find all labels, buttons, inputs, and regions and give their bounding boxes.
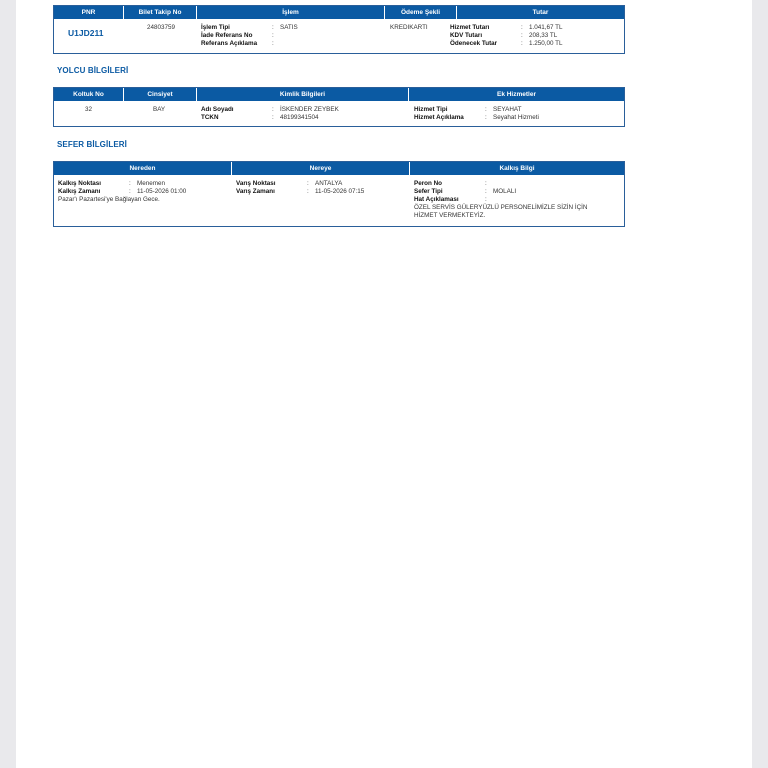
hizmet-tutari-value: 1.041,67 TL: [529, 24, 563, 31]
header-pnr: PNR: [54, 6, 124, 19]
header-nereden: Nereden: [54, 162, 232, 175]
passenger-section-title: YOLCU BİLGİLERİ: [57, 66, 129, 75]
seat-value: 32: [85, 106, 93, 113]
varis-zamani-colon: :: [307, 188, 309, 195]
hizmet-tipi-value: SEYAHAT: [493, 106, 522, 113]
islem-tipi-colon: :: [272, 24, 274, 31]
tckn-colon: :: [272, 114, 274, 121]
header-kalkis-bilgi: Kalkış Bilgi: [499, 165, 535, 172]
header-odeme: Ödeme Şekli: [385, 6, 457, 19]
gender-value: BAY: [153, 106, 166, 113]
header-tutar: Tutar: [532, 9, 549, 16]
kalkis-zamani-value: 11-05-2026 01:00: [137, 188, 187, 195]
passenger-table: [53, 87, 625, 127]
referans-colon: :: [272, 40, 274, 47]
odenecek-value: 1.250,00 TL: [529, 40, 563, 47]
header-ek-hizmetler: Ek Hizmetler: [496, 91, 537, 98]
hizmet-tipi-colon: :: [485, 106, 487, 113]
sefer-tipi-colon: :: [485, 188, 487, 195]
iade-label: İade Referans No: [201, 32, 253, 39]
iade-colon: :: [272, 32, 274, 39]
varis-zamani-label: Varış Zamanı: [236, 188, 275, 195]
hat-label: Hat Açıklaması: [414, 196, 459, 203]
hizmet-tipi-label: Hizmet Tipi: [414, 106, 448, 113]
peron-colon: :: [485, 180, 487, 187]
name-value: İSKENDER ZEYBEK: [280, 106, 339, 113]
ticket-table-header: [54, 6, 624, 19]
header-kimlik: Kimlik Bilgileri: [197, 88, 409, 101]
hizmet-tutari-colon: :: [521, 24, 523, 31]
trip-table-header: [54, 162, 624, 175]
trip-section-title: SEFER BİLGİLERİ: [57, 140, 127, 149]
hat-text-line-2: HİZMET VERMEKTEYİZ.: [414, 212, 486, 219]
header-cinsiyet: Cinsiyet: [124, 88, 197, 101]
header-ticket-no: Bilet Takip No: [124, 6, 197, 19]
varis-zamani-value: 11-05-2026 07:15: [315, 188, 365, 195]
referans-label: Referans Açıklama: [201, 40, 258, 47]
name-label: Adı Soyadı: [201, 106, 234, 113]
kalkis-noktasi-value: Menemen: [137, 180, 166, 187]
varis-noktasi-colon: :: [307, 180, 309, 187]
passenger-table-header: [54, 88, 624, 101]
odenecek-colon: :: [521, 40, 523, 47]
tckn-value: 48199341504: [280, 114, 319, 121]
kdv-label: KDV Tutarı: [450, 32, 483, 39]
hizmet-aciklama-label: Hizmet Açıklama: [414, 114, 464, 121]
document-page: [16, 0, 752, 768]
hat-text-line-1: ÖZEL SERVİS GÜLERYÜZLÜ PERSONELİMİZLE SİZİN İÇİN: [414, 204, 588, 211]
hizmet-aciklama-value: Seyahat Hizmeti: [493, 114, 539, 121]
sefer-tipi-value: MOLALI: [493, 188, 517, 195]
kalkis-zamani-label: Kalkış Zamanı: [58, 188, 101, 195]
pnr-value: U1JD211: [68, 28, 104, 38]
tckn-label: TCKN: [201, 114, 219, 121]
varis-noktasi-value: ANTALYA: [315, 180, 343, 187]
kalkis-noktasi-colon: :: [129, 180, 131, 187]
peron-label: Peron No: [414, 180, 442, 187]
islem-tipi-value: SATIS: [280, 24, 298, 31]
odeme-value: KREDIKARTI: [390, 24, 428, 31]
trip-note: Pazar'ı Pazartesi'ye Bağlayan Gece.: [58, 196, 160, 203]
header-nereye: Nereye: [232, 162, 410, 175]
header-koltuk: Koltuk No: [54, 88, 124, 101]
hat-colon: :: [485, 196, 487, 203]
islem-tipi-label: İşlem Tipi: [201, 24, 230, 31]
hizmet-tutari-label: Hizmet Tutarı: [450, 24, 490, 31]
kdv-colon: :: [521, 32, 523, 39]
ticket-table: [53, 5, 625, 54]
varis-noktasi-label: Varış Noktası: [236, 180, 276, 187]
hizmet-aciklama-colon: :: [485, 114, 487, 121]
odenecek-label: Ödenecek Tutar: [450, 40, 498, 47]
name-colon: :: [272, 106, 274, 113]
header-islem: İşlem: [197, 6, 385, 19]
trip-table: [53, 161, 625, 227]
kalkis-noktasi-label: Kalkış Noktası: [58, 180, 102, 187]
kalkis-zamani-colon: :: [129, 188, 131, 195]
kdv-value: 208,33 TL: [529, 32, 558, 39]
sefer-tipi-label: Sefer Tipi: [414, 188, 443, 195]
ticket-no-value: 24803759: [147, 24, 176, 31]
